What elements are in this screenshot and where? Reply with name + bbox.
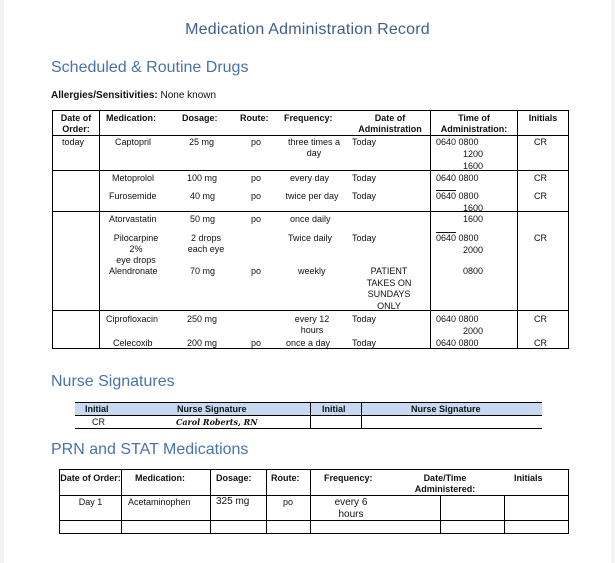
prn-header-frequency: Frequency: [324, 473, 373, 483]
sig-initial-value: CR [92, 417, 105, 427]
col-header-initials: Initials [528, 113, 558, 123]
sig-header-signature-1: Nurse Signature [177, 404, 247, 414]
prn-header-date-order: Date of Order: [60, 473, 121, 483]
prn-header-initials: Initials [514, 473, 543, 483]
col-header-frequency: Frequency: [284, 113, 333, 123]
page-title: Medication Administration Record [185, 21, 430, 38]
section-heading-nurse-signatures: Nurse Signatures [51, 373, 175, 390]
allergies-value: None known [160, 90, 217, 101]
sig-header-initial-2: Initial [322, 404, 346, 414]
section-heading-prn-stat: PRN and STAT Medications [51, 441, 249, 458]
prn-header-route: Route: [271, 473, 300, 483]
prn-header-medication: Medication: [135, 473, 186, 483]
col-header-dosage: Dosage: [182, 113, 218, 123]
document-page: Medication Administration Record Scheduled & Routine Drugs Allergies/Sensitivities: None known Date of Order: Medication: Dosage: Route: Frequency: Date of Administration Time of Administration: Initials today Captopril 25 mg po three times a day Today 0640 0800 1200 1600 CR Metoprolol 100 mg po every day Today 0640 0800 CR Furosemide 40 mg po twice per day Today 0640 0800 1600 CR Atorvastatin 50 mg po once daily 1600 Pilocarpine 2% eye drops 2 drops each eye Twice daily Today 0640 0800 2000 CR Alendronate 70 mg po weekly PATIENT TAKES ON SUNDAYS ONLY 0800 Ciprofloxacin 250 mg every 12 hours Today 0640 0800 2000 CR Celecoxib 200 mg po once a day Today 0640 0800 CR Nurse Signatures Initial Nurse Signature Initial Nurse Signature CR Carol Roberts, RN PRN and STAT Medications Date of Order: Medication: Dosage: Route: Frequency: Date/Time Administered: Initials Day 1 Acetaminophen 325 mg po every 6 hours [4, 0, 611, 563]
sig-header-signature-2: Nurse Signature [411, 404, 481, 414]
col-header-time-admin: Time of Administration: [440, 113, 508, 134]
col-header-medication: Medication: [106, 113, 157, 123]
prn-header-dosage: Dosage: [216, 473, 252, 483]
col-header-date-admin: Date of Administration [358, 113, 422, 134]
prn-header-datetime: Date/Time Administered: [414, 473, 476, 494]
allergies-label: Allergies/Sensitivities: [51, 90, 158, 101]
col-header-route: Route: [240, 113, 269, 123]
col-header-date-order: Date of Order: [60, 113, 92, 134]
nurse-signature: Carol Roberts, RN [176, 417, 258, 427]
sig-header-initial-1: Initial [85, 404, 109, 414]
allergies-line [51, 90, 216, 101]
section-heading-scheduled: Scheduled & Routine Drugs [51, 59, 249, 76]
